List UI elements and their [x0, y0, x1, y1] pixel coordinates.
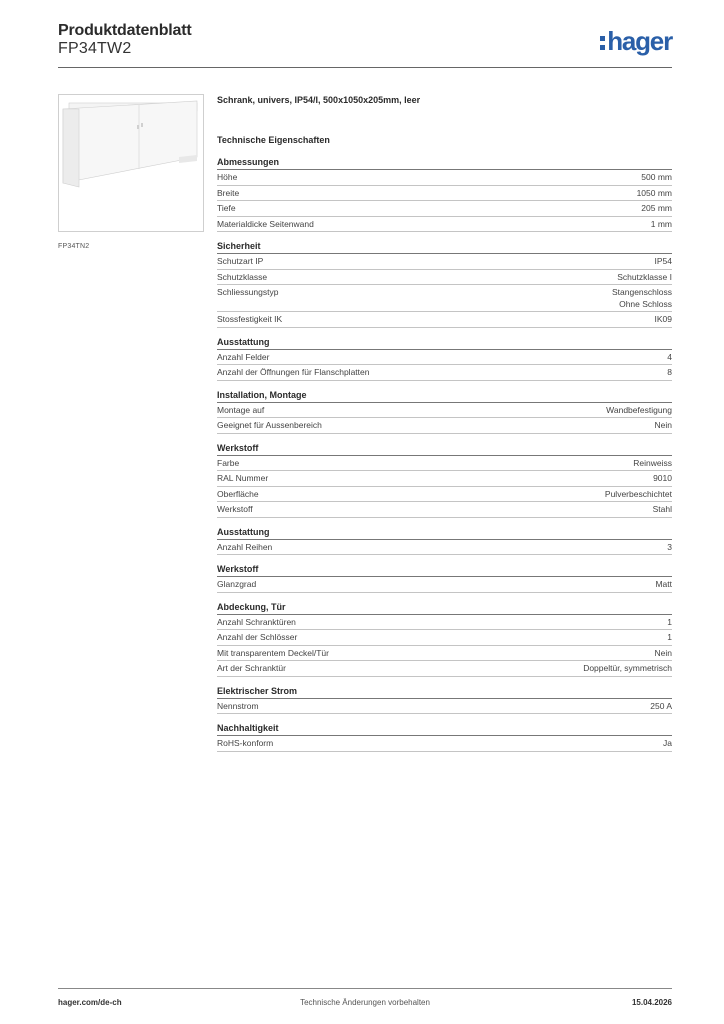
property-group [217, 527, 672, 556]
hager-logo [600, 26, 672, 56]
property-label: Tiefe [217, 203, 236, 213]
property-label: Anzahl Schranktüren [217, 616, 296, 627]
property-row [217, 418, 672, 434]
property-row [217, 540, 672, 556]
property-value: Reinweiss [633, 457, 672, 468]
property-row [217, 170, 672, 186]
cabinet-icon [59, 95, 203, 231]
property-row [217, 186, 672, 202]
property-row [217, 615, 672, 631]
logo-text: hager [607, 26, 672, 56]
group-title: Elektrischer Strom [217, 686, 672, 699]
property-value: 1 mm [650, 218, 672, 229]
property-value: Stangenschloss Ohne Schloss [611, 287, 672, 309]
property-row [217, 502, 672, 518]
property-value: 1 [667, 632, 672, 642]
footer-note: Technische Änderungen vorbehalten [300, 998, 430, 1007]
logo-dots-icon [600, 34, 606, 52]
property-row [217, 456, 672, 472]
property-label: Nennstrom [217, 700, 259, 711]
group-title: Werkstoff [217, 564, 672, 577]
property-row [217, 471, 672, 487]
property-value: IP54 [654, 256, 672, 266]
group-title: Ausstattung [217, 527, 672, 540]
group-title: Ausstattung [217, 337, 672, 350]
property-value: 9010 [653, 473, 672, 483]
property-group [217, 602, 672, 677]
property-label: Höhe [217, 172, 238, 182]
property-row [217, 736, 672, 752]
group-title: Werkstoff [217, 443, 672, 456]
property-value: Nein [654, 647, 672, 658]
section-title: Technische Eigenschaften [217, 135, 330, 145]
product-code: FP34TW2 [58, 40, 132, 57]
property-value: Doppeltür, symmetrisch [583, 663, 672, 673]
property-value: 1050 mm [636, 187, 672, 198]
property-value: 1 [667, 616, 672, 627]
property-group [217, 564, 672, 593]
page-footer [58, 992, 672, 1008]
property-value: Stahl [652, 504, 672, 514]
property-label: Werkstoff [217, 504, 253, 514]
property-value: IK09 [654, 314, 672, 324]
group-title: Nachhaltigkeit [217, 723, 672, 736]
property-label: Schliessungstyp [217, 287, 279, 297]
property-row [217, 312, 672, 328]
property-value: Wandbefestigung [606, 404, 672, 415]
property-row [217, 403, 672, 419]
datasheet-content [217, 95, 672, 752]
property-label: Breite [217, 187, 240, 198]
property-row [217, 365, 672, 381]
property-label: Anzahl der Öffnungen für Flanschplatten [217, 367, 370, 377]
property-row [217, 630, 672, 646]
property-value: Ja [663, 738, 672, 748]
property-value: Pulverbeschichtet [604, 488, 672, 499]
page-title: Produktdatenblatt [58, 22, 192, 39]
product-description: Schrank, univers, IP54/I, 500x1050x205mm, leer [217, 95, 421, 105]
property-value: Schutzklasse I [617, 271, 672, 282]
property-group [217, 443, 672, 518]
group-title: Installation, Montage [217, 390, 672, 403]
property-group [217, 390, 672, 434]
property-label: Art der Schranktür [217, 663, 286, 673]
property-value: Nein [654, 420, 672, 430]
footer-divider [58, 988, 672, 989]
property-label: RoHS-konform [217, 738, 274, 748]
property-row [217, 487, 672, 503]
property-value: 4 [667, 351, 672, 362]
property-label: Mit transparentem Deckel/Tür [217, 647, 329, 658]
property-label: RAL Nummer [217, 473, 269, 483]
property-row [217, 350, 672, 366]
property-label: Montage auf [217, 404, 265, 415]
property-group [217, 157, 672, 232]
property-group [217, 337, 672, 381]
property-label: Geeignet für Aussenbereich [217, 420, 322, 430]
property-group [217, 241, 672, 328]
property-value: Matt [655, 579, 672, 589]
image-caption: FP34TN2 [58, 243, 90, 250]
property-label: Materialdicke Seitenwand [217, 218, 314, 229]
page-header [58, 20, 672, 68]
property-label: Schutzart IP [217, 256, 264, 266]
property-label: Anzahl der Schlösser [217, 632, 298, 642]
property-row [217, 254, 672, 270]
property-row [217, 217, 672, 233]
group-title: Sicherheit [217, 241, 672, 254]
property-row [217, 661, 672, 677]
group-title: Abmessungen [217, 157, 672, 170]
property-value: 250 A [650, 700, 672, 711]
property-group [217, 723, 672, 752]
footer-date: 15.04.2026 [631, 998, 672, 1007]
property-row [217, 201, 672, 217]
property-value: 3 [667, 541, 672, 552]
property-row [217, 270, 672, 286]
property-label: Stossfestigkeit IK [217, 314, 283, 324]
property-value: 205 mm [641, 203, 672, 213]
property-label: Anzahl Reihen [217, 541, 273, 552]
property-label: Glanzgrad [217, 579, 257, 589]
property-row [217, 577, 672, 593]
property-value: 500 mm [641, 172, 672, 182]
property-label: Anzahl Felder [217, 351, 270, 362]
group-title: Abdeckung, Tür [217, 602, 672, 615]
property-row [217, 699, 672, 715]
property-label: Oberfläche [217, 488, 259, 499]
property-value: 8 [667, 367, 672, 377]
footer-website-link[interactable]: hager.com/de-ch [58, 998, 122, 1007]
property-groups [217, 157, 672, 752]
product-image [58, 94, 204, 232]
property-label: Schutzklasse [217, 271, 268, 282]
header-divider [58, 67, 672, 68]
property-row [217, 646, 672, 662]
property-group [217, 686, 672, 715]
property-label: Farbe [217, 457, 240, 468]
property-row [217, 285, 672, 312]
